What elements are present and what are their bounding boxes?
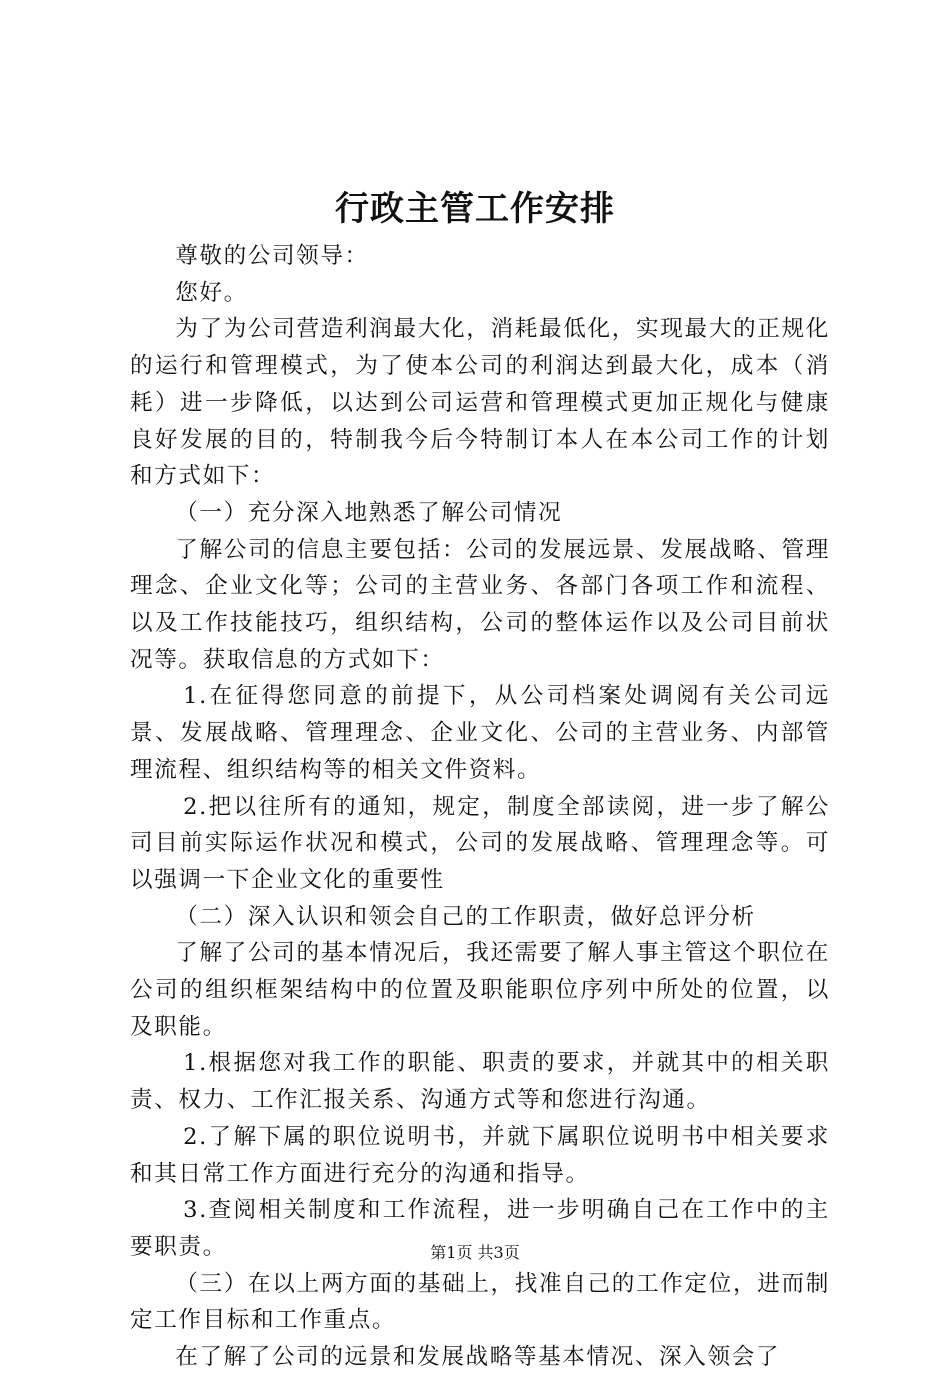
section-heading-3: （三）在以上两方面的基础上，找准自己的工作定位，进而制定工作目标和工作重点。 [130,1270,830,1334]
intro-paragraph: 为了为公司营造利润最大化，消耗最低化，实现最大的正规化的运行和管理模式，为了使本公司的利润达到最大化，成本（消耗）进一步降低，以达到公司运营和管理模式更加正规化与健康良好发展的目的，特制我今后今特制订本人在本公司工作的计划和方式如下： [130,316,830,490]
section-1-item-1: 1.在征得您同意的前提下，从公司档案处调阅有关公司远景、发展战略、管理理念、企业文化、公司的主营业务、内部管理流程、组织结构等的相关文件资料。 [130,683,830,783]
section-heading-1: （一）充分深入地熟悉了解公司情况 [175,499,563,526]
section-2-item-2: 2.了解下属的职位说明书，并就下属职位说明书中相关要求和其日常工作方面进行充分的沟通和指导。 [130,1123,830,1187]
greeting: 您好。 [175,279,248,306]
section-heading-2: （二）深入认识和领会自己的工作职责，做好总评分析 [175,903,756,930]
section-1-paragraph: 了解公司的信息主要包括：公司的发展远景、发展战略、管理理念、企业文化等；公司的主营业务、各部门各项工作和流程、以及工作技能技巧，组织结构，公司的整体运作以及公司目前状况等。获取信息的方式如下： [130,536,830,673]
section-2-item-3: 3.查阅相关制度和工作流程，进一步明确自己在工作中的主要职责。 [130,1197,830,1260]
section-2-paragraph: 了解了公司的基本情况后，我还需要了解人事主管这个职位在公司的组织框架结构中的位置及职能职位序列中所处的位置，以及职能。 [130,940,830,1040]
page-footer: 第1页 共3页 [430,1243,520,1262]
section-3-paragraph: 在了解了公司的远景和发展战略等基本情况、深入领会了 [175,1344,781,1371]
document-body [130,238,830,1376]
section-2-item-1: 1.根据您对我工作的职能、职责的要求，并就其中的相关职责、权力、工作汇报关系、沟通方式等和您进行沟通。 [130,1050,830,1114]
section-1-item-2: 2.把以往所有的通知，规定，制度全部读阅，进一步了解公司目前实际运作状况和模式，公司的发展战略、管理理念等。可以强调一下企业文化的重要性 [130,793,830,893]
salutation: 尊敬的公司领导： [175,243,369,269]
document-title: 行政主管工作安排 [335,189,615,229]
